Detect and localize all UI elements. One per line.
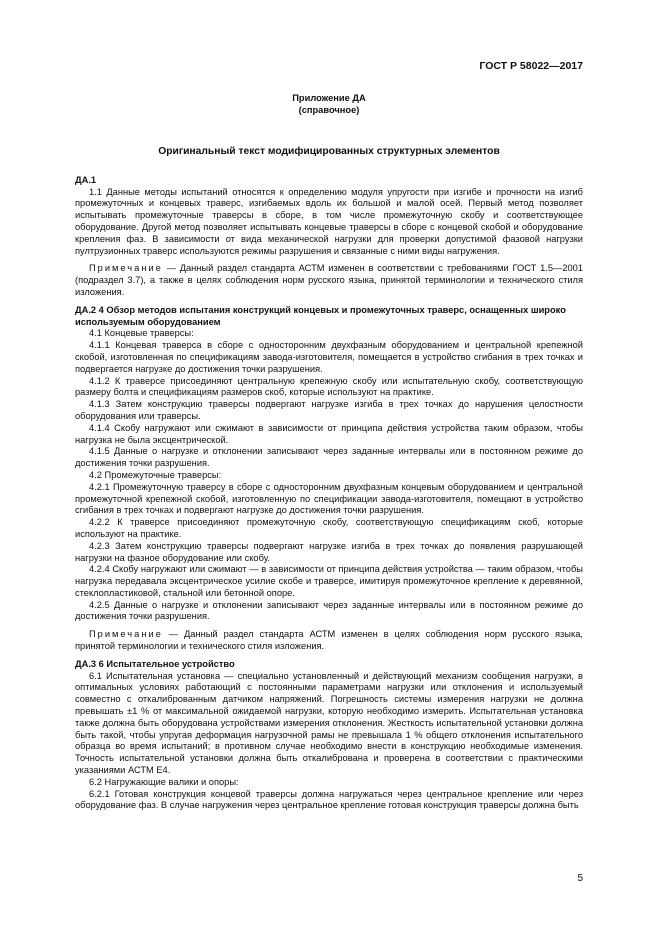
paragraph-6-1: 6.1 Испытательная установка — специально установленный и действующий механизм сообщения нагрузки, в оптимальных условиях работающий с постоянными параметрами нагрузки или отклонения и используемый совместно с откалиброванным датчиком напряжений. Погрешность системы измерения нагрузки не должна превышать ±1 % от максимальной ожидаемой нагрузки, которую необходимо измерить. Испытательная установка также должна быть оборудована устройствами измерения отклонения. Жесткость испытательной установки должна быть такой, чтобы упругая деформация нагрузочной рамы не превышала 1 % общего отклонения испытательного образца во время испытаний; в противном случае необходимо внести в конструкцию необходимые изменения. Точность испытательной установки должна быть откалибрована и проверена в соответствии с практическими указаниями АСТМ Е4.	[75, 670, 583, 776]
paragraph-4-2-4: 4.2.4 Скобу нагружают или сжимают — в зависимости от принципа действия устройства — таким образом, чтобы нагрузка передавала эксцентрическое усилие скобе и траверсе, имитируя промежуточное крепление к деревянной, стеклопластиковой, стальной или бетонной опоре.	[75, 564, 583, 598]
paragraph-4-2: 4.2 Промежуточные траверсы:	[89, 469, 222, 480]
paragraph-1-1: 1.1 Данные методы испытаний относятся к определению модуля упругости при изгибе и прочности на изгиб промежуточных и концевых траверс, изгибаемых вдоль их большой и малой осей. Первый метод позволяет испытывать промежуточные траверсы в сборе, в том числе промежуточную скобу и соответствующее оборудование. Другой метод позволяет испытывать концевые траверсы в сборе с концевой скобой и оборудование крепления фаз. В зависимости от вида механической нагрузки для проверки допустимой фазовой нагрузки пултрузионных траверс используются режимы разрушения и связанные с ними виды нагружения.	[75, 186, 583, 256]
annex-heading	[75, 92, 583, 116]
section-heading-da1: ДА.1	[75, 174, 97, 185]
standard-number: ГОСТ Р 58022—2017	[479, 60, 583, 72]
note-1	[75, 263, 583, 298]
paragraph-4-1: 4.1 Концевые траверсы:	[89, 328, 194, 339]
annex-title: Приложение ДА	[292, 93, 366, 103]
section-heading-da3: ДА.3 6 Испытательное устройство	[75, 658, 235, 669]
paragraph-4-1-1: 4.1.1 Концевая траверса в сборе с односторонним двухфазным оборудованием и центральной крепежной скобой, изготовленная по спецификациям завода-изготовителя, помещается в устройство сгибания в трех точках и подвергается нагрузке до достижения точки разрушения.	[75, 340, 583, 374]
paragraph-6-2-1: 6.2.1 Готовая конструкция концевой траверсы должна нагружаться через центральное крепление или через оборудование фаз. В случае нагружения через центральное крепление готовая конструкция траверсы должна быть	[75, 788, 583, 811]
paragraph-4-2-5: 4.2.5 Данные о нагрузке и отклонении записывают через заданные интервалы или в постоянном режиме до достижения точки разрушения.	[75, 599, 583, 622]
note-text: — Данный раздел стандарта АСТМ изменен в целях соблюдения норм русского языка, принятой терминологии и технического стиля изложения.	[75, 629, 583, 652]
note-2	[75, 629, 583, 653]
paragraph-4-2-2: 4.2.2 К траверсе присоединяют промежуточную скобу, соответствующую спецификациям скоб, которые используют на практике.	[75, 517, 583, 539]
annex-subtitle: (справочное)	[298, 105, 360, 115]
page-number: 5	[577, 873, 583, 884]
note-label: Примечание	[89, 629, 163, 640]
paragraph-4-2-1: 4.2.1 Промежуточную траверсу в сборе с односторонним двухфазным концевым оборудованием и центральной промежуточной крепежной скобой, изготовленную по спецификации завода-изготовителя, помещают в устройство сгибания в трех точках и подвергают нагрузке до достижения точки разрушения.	[75, 481, 583, 516]
paragraph-4-1-2: 4.1.2 К траверсе присоединяют центральную крепежную скобу или испытательную скобу, соответствующую размеру болта и спецификациям размеров скоб, которые используют на практике.	[75, 375, 583, 398]
paragraph-4-1-4: 4.1.4 Скобу нагружают или сжимают в зависимости от принципа действия устройства таким образом, чтобы нагрузка не была эксцентрической.	[75, 422, 583, 445]
section-heading-da2: ДА.2 4 Обзор методов испытания конструкций концевых и промежуточных траверс, оснащенных широко используемым оборудованием	[75, 304, 566, 327]
paragraph-4-1-5: 4.1.5 Данные о нагрузке и отклонении записывают через заданные интервалы или в постоянном режиме до достижения точки разрушения.	[75, 446, 583, 469]
paragraph-6-2: 6.2 Нагружающие валики и опоры:	[89, 776, 239, 787]
note-text: — Данный раздел стандарта АСТМ изменен в соответствии с требованиями ГОСТ 1.5—2001 (подраздел 3.7), а также в целях соблюдения норм русского языка, принятой терминологии и технического стиля изложения.	[75, 263, 583, 297]
paragraph-4-1-3: 4.1.3 Затем конструкцию траверсы подвергают нагрузке изгиба в трех точках до нарушения целостности оборудования или траверсы.	[75, 399, 583, 421]
paragraph-4-2-3: 4.2.3 Затем конструкцию траверсы подвергают нагрузке изгиба в трех точках до появления разрушающей нагрузки на фазное оборудование или скобу.	[75, 540, 583, 563]
note-label: Примечание	[89, 263, 163, 274]
document-title: Оригинальный текст модифицированных структурных элементов	[158, 146, 500, 157]
